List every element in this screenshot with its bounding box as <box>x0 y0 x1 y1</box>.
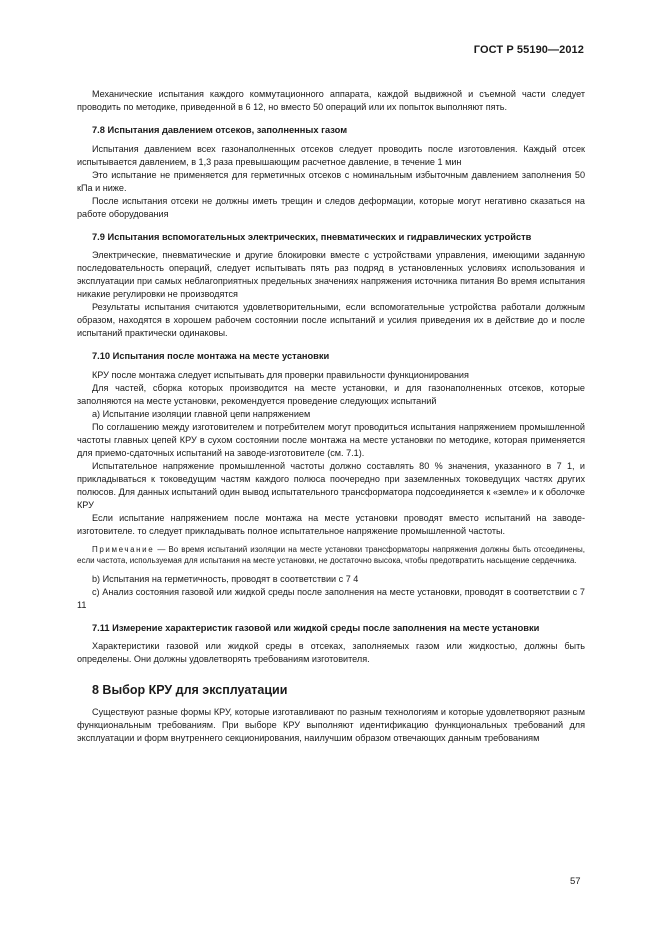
section-7-8-heading: 7.8 Испытания давлением отсеков, заполненных газом <box>92 125 348 135</box>
section-7-9-heading: 7.9 Испытания вспомогательных электрических, пневматических и гидравлических устройств <box>92 231 532 242</box>
paragraph: Результаты испытания считаются удовлетворительными, если вспомогательные устройства работали должным образом, находятся в хорошем рабочем состоянии после испытаний и усилия приведения их в действие до и после испытаний практически одинаковы. <box>77 302 585 338</box>
page-content <box>77 88 585 745</box>
paragraph: После испытания отсеки не должны иметь трещин и следов деформации, которые могут негативно сказаться на работе оборудования <box>77 195 585 219</box>
list-item: b) Испытания на герметичность, проводят в соответствии с 7 4 <box>92 573 359 584</box>
list-item: а) Испытание изоляции главной цепи напряжением <box>92 408 311 419</box>
paragraph: Испытания давлением всех газонаполненных отсеков следует проводить после изготовления. Каждый отсек испытывается давлением, в 1,3 раза превышающим расчетное давление, в течение 1 мин <box>77 143 585 167</box>
paragraph: КРУ после монтажа следует испытывать для проверки правильности функционирования <box>92 369 469 380</box>
list-item: c) Анализ состояния газовой или жидкой среды после заполнения на месте установки, проводят в соответствии с 7 11 <box>77 586 585 610</box>
paragraph: Если испытание напряжением после монтажа на месте установки проводят вместо испытаний на заводе-изготовителе. то следует прикладывать полное испытательное напряжение промышленной частоты. <box>77 512 585 536</box>
section-7-11-heading: 7.11 Измерение характеристик газовой или жидкой среды после заполнения на месте установки <box>92 622 540 633</box>
note <box>77 544 585 567</box>
section-7-10-heading: 7.10 Испытания после монтажа на месте установки <box>92 351 330 361</box>
note-label: Примечание <box>92 544 155 554</box>
paragraph: Электрические, пневматические и другие блокировки вместе с устройствами управления, имеющими заданную последовательность операций, следует испытывать пять раз подряд в установленных условиях использования и эксплуатации при самых неблагоприятных предельных значениях напряжения источника питания Во время испытания никакие регулировки не производятся <box>77 250 585 299</box>
paragraph: Существуют разные формы КРУ, которые изготавливают по разным технологиям и которые удовлетворяют разным функциональным требованиям. При выборе КРУ выполняют идентификацию функциональных требований для эксплуатации и форм внутреннего секционирования, наилучшим образом отвечающих данным требованиям <box>77 707 585 743</box>
standard-id: ГОСТ Р 55190—2012 <box>473 44 584 56</box>
intro-paragraph: Механические испытания каждого коммутационного аппарата, каждой выдвижной и съемной части следует проводить по методике, приведенной в 6 12, но вместо 50 операций или их попыток выполняют пять. <box>77 89 585 112</box>
paragraph: Характеристики газовой или жидкой среды в отсеках, заполняемых газом или жидкостью, должны быть определены. Они должны удовлетворять требованиям изготовителя. <box>77 641 585 664</box>
paragraph: Это испытание не применяется для герметичных отсеков с номинальным избыточным давлением заполнения 50 кПа и ниже. <box>77 169 585 193</box>
section-8-heading: 8 Выбор КРУ для эксплуатации <box>92 683 288 697</box>
page-number: 57 <box>570 876 581 887</box>
paragraph: Испытательное напряжение промышленной частоты должно составлять 80 % значения, указанного в 7 1, и прикладываться к токоведущим частям каждого полюса поочередно при заземленных токоведущих частях других полюсов. Для данных испытаний один вывод испытательного трансформатора подсоединяется к «земле» и к оболочке КРУ <box>77 460 585 510</box>
note-text: — Во время испытаний изоляции на месте установки трансформаторы напряжения должны быть отсоединены, если частота, используемая для испытания на месте установки, не достаточно высока, чтобы предотвратить насыщение сердечника. <box>77 544 585 565</box>
paragraph: Для частей, сборка которых производится на месте установки, и для газонаполненных отсеков, которые заполняются на месте установки, рекомендуется проведение следующих испытаний <box>77 382 585 406</box>
paragraph: По соглашению между изготовителем и потребителем могут проводиться испытания напряжением промышленной частоты главных цепей КРУ в сухом состоянии после монтажа на месте установки по методике, которая применяется для приемо-сдаточных испытаний на заводе-изготовителе (см. 7.1). <box>77 421 585 458</box>
